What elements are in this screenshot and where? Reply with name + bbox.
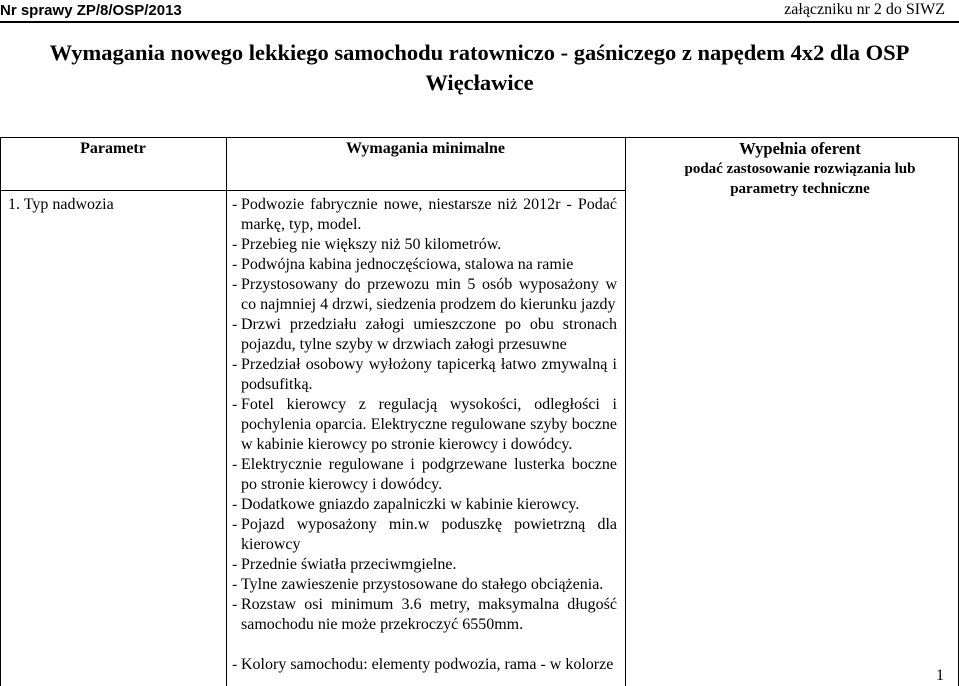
column-header-offeror <box>680 139 920 199</box>
requirement-text: Fotel kierowcy z regulacją wysokości, odległości i pochylenia oparcia. Elektryczne regulowane szyby boczne w kabinie kierowcy po stronie kierowcy i dowódcy. <box>241 396 617 453</box>
requirement-item: - Dodatkowe gniazdo zapalniczki w kabinie kierowcy. <box>232 495 617 515</box>
offeror-header-line-1: Wypełnia oferent <box>739 139 861 158</box>
attachment-label: załączniku nr 2 do SIWZ <box>784 1 945 18</box>
column-header-requirements: Wymagania minimalne <box>346 140 505 157</box>
requirement-text: Pojazd wyposażony min.w poduszkę powietrzną dla kierowcy <box>241 516 617 553</box>
requirement-text: Przedział osobowy wyłożony tapicerką łatwo zmywalną i podsufitką. <box>241 356 617 393</box>
requirement-item: - Drzwi przedziału załogi umieszczone po obu stronach pojazdu, tylne szyby w drzwiach załogi przesuwne <box>232 316 617 353</box>
requirement-text: Podwójna kabina jednoczęściowa, stalowa na ramie <box>241 256 574 273</box>
requirement-item: - Fotel kierowcy z regulacją wysokości, odległości i pochylenia oparcia. Elektryczne regulowane szyby boczne w kabinie kierowcy po stronie kierowcy i dowódcy. <box>232 396 617 453</box>
offeror-header-line-2: podać zastosowanie rozwiązania lub <box>684 161 916 177</box>
table-border-top <box>0 137 959 138</box>
page-number: 1 <box>936 667 944 684</box>
title-line-2: Więcławice <box>425 70 534 95</box>
case-number: Nr sprawy ZP/8/OSP/2013 <box>0 2 182 19</box>
requirement-item: - Przednie światła przeciwmgielne. <box>232 555 617 575</box>
table-header-divider-left <box>0 190 626 191</box>
requirement-text: Elektrycznie regulowane i podgrzewane lusterka boczne po stronie kierowcy i dowódcy. <box>241 456 617 493</box>
requirement-text: Przebieg nie większy niż 50 kilometrów. <box>241 236 502 253</box>
requirement-item: - Elektrycznie regulowane i podgrzewane lusterka boczne po stronie kierowcy i dowódcy. <box>232 456 617 493</box>
requirement-text: Tylne zawieszenie przystosowane do stałego obciążenia. <box>241 576 604 593</box>
title-line-1: Wymagania nowego lekkiego samochodu ratowniczo - gaśniczego z napędem 4x2 dla OSP <box>49 40 910 65</box>
requirement-text: Rozstaw osi minimum 3.6 metry, maksymalna długość samochodu nie może przekroczyć 6550mm. <box>241 596 617 633</box>
requirement-item: - Podwozie fabrycznie nowe, niestarsze niż 2012r - Podać markę, typ, model. <box>232 196 617 233</box>
column-header-parameter: Parametr <box>80 140 146 157</box>
row-label-body-type: 1. Typ nadwozia <box>8 196 114 213</box>
requirement-item: - Przystosowany do przewozu min 5 osób wyposażony w co najmniej 4 drzwi, siedzenia prodzem do kierunku jazdy <box>232 276 617 313</box>
requirement-item: - Przedział osobowy wyłożony tapicerką łatwo zmywalną i podsufitką. <box>232 356 617 393</box>
requirement-item: - Rozstaw osi minimum 3.6 metry, maksymalna długość samochodu nie może przekroczyć 6550mm. <box>232 596 617 633</box>
document-title <box>0 38 959 98</box>
requirement-item: - Przebieg nie większy niż 50 kilometrów. <box>232 235 617 255</box>
requirement-text: Podwozie fabrycznie nowe, niestarsze niż 2012r - Podać markę, typ, model. <box>241 196 617 233</box>
requirement-text: Drzwi przedziału załogi umieszczone po obu stronach pojazdu, tylne szyby w drzwiach załogi przesuwne <box>241 316 617 353</box>
requirement-item: - Tylne zawieszenie przystosowane do stałego obciążenia. <box>232 575 617 595</box>
table-border-col2 <box>625 137 626 686</box>
offeror-header-line-3: parametry techniczne <box>730 181 870 197</box>
table-border-col1 <box>226 137 227 686</box>
requirement-item: - Pojazd wyposażony min.w poduszkę powietrzną dla kierowcy <box>232 516 617 553</box>
requirement-item: - Podwójna kabina jednoczęściowa, stalowa na ramie <box>232 255 617 275</box>
requirements-list <box>232 195 617 675</box>
requirement-text: Dodatkowe gniazdo zapalniczki w kabinie kierowcy. <box>241 496 580 513</box>
header-rule <box>0 21 959 23</box>
requirement-text: Przystosowany do przewozu min 5 osób wyposażony w co najmniej 4 drzwi, siedzenia prodzem do kierunku jazdy <box>241 276 617 313</box>
requirement-text: Przednie światła przeciwmgielne. <box>241 556 457 573</box>
table-border-left <box>0 137 1 686</box>
requirement-text: Kolory samochodu: elementy podwozia, rama - w kolorze <box>241 656 614 673</box>
requirement-item: - Kolory samochodu: elementy podwozia, rama - w kolorze <box>232 655 617 675</box>
